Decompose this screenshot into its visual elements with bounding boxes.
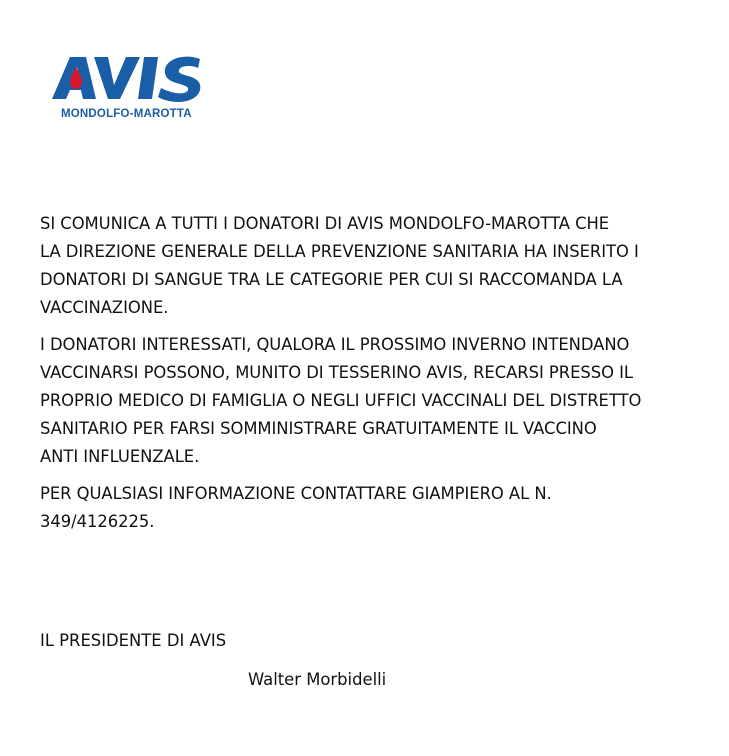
text-line: PROPRIO MEDICO DI FAMIGLIA O NEGLI UFFICI VACCINALI DEL DISTRETTO — [40, 391, 642, 410]
text-line: LA DIREZIONE GENERALE DELLA PREVENZIONE SANITARIA HA INSERITO I — [40, 242, 639, 261]
announcement-body — [40, 210, 710, 545]
paragraph-2 — [40, 331, 710, 471]
text-line: DONATORI DI SANGUE TRA LE CATEGORIE PER CUI SI RACCOMANDA LA — [40, 270, 623, 289]
signatory-name: Walter Morbidelli — [248, 670, 387, 689]
paragraph-3 — [40, 480, 710, 536]
logo-subtitle: MONDOLFO-MAROTTA — [61, 108, 192, 120]
text-line: 349/4126225. — [40, 512, 155, 531]
avis-logo — [50, 53, 220, 125]
text-line: ANTI INFLUENZALE. — [40, 447, 200, 466]
text-line: SANITARIO PER FARSI SOMMINISTRARE GRATUITAMENTE IL VACCINO — [40, 419, 597, 438]
paragraph-1 — [40, 210, 710, 322]
text-line: I DONATORI INTERESSATI, QUALORA IL PROSSIMO INVERNO INTENDANO — [40, 335, 630, 354]
text-line: SI COMUNICA A TUTTI I DONATORI DI AVIS MONDOLFO-MAROTTA CHE — [40, 214, 610, 233]
avis-logo-mark — [50, 53, 220, 105]
text-line: PER QUALSIASI INFORMAZIONE CONTATTARE GIAMPIERO AL N. — [40, 484, 552, 503]
text-line: VACCINARSI POSSONO, MUNITO DI TESSERINO AVIS, RECARSI PRESSO IL — [40, 363, 633, 382]
text-line: VACCINAZIONE. — [40, 298, 169, 317]
president-title: IL PRESIDENTE DI AVIS — [40, 631, 227, 650]
